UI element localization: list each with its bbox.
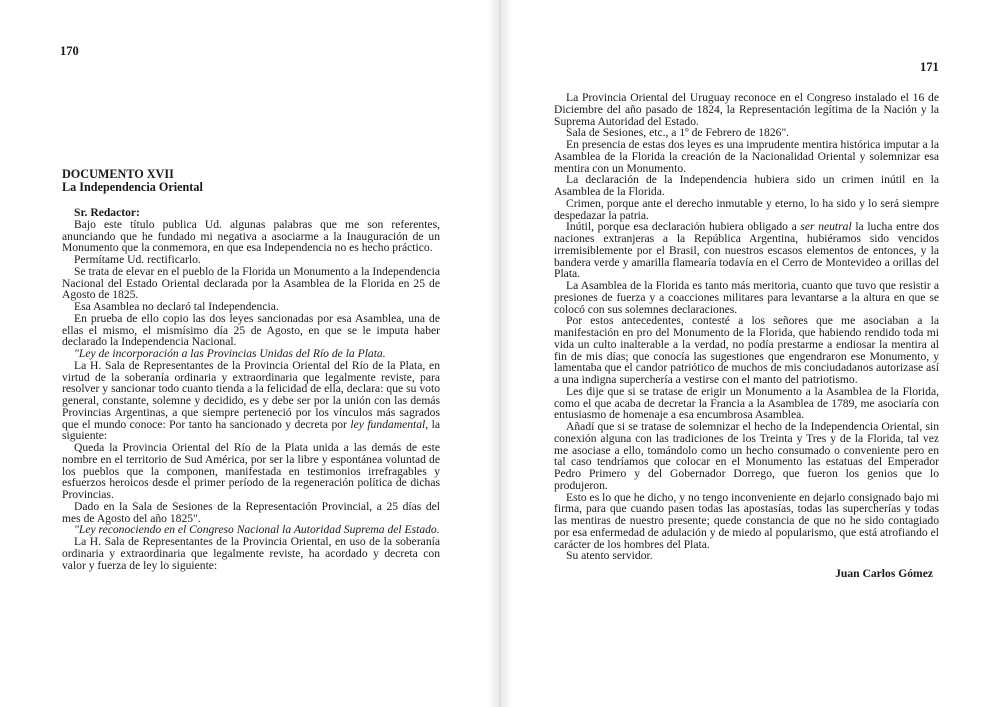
- paragraph: Inútil, porque esa declaración hubiera obligado a ser neutral la lucha entre dos naciones extranjeras a la República Argentina, hubiéramos sido vencidos irremisiblemente por el Brasil, con nuestros escasos elementos de entonces, y la bandera verde y amarilla flamearía todavía en el Cerro de Montevideo a orillas del Plata.: [554, 220, 939, 281]
- page-number-left: 170: [60, 44, 79, 58]
- paragraph: Añadí que si se tratase de solemnizar el hecho de la Independencia Oriental, sin conexión alguna con las tradiciones de los Treinta y Tres y de la Florida, tal vez me asociase a ello, tomándolo como un hecho consumado o conveniente pero en tal caso tendríamos que colocar en el Monumento las estatuas del Emperador Pedro Primero y del Gobernador Dorrego, que fueron los genios que lo produjeron.: [554, 420, 939, 492]
- paragraph: Permítame Ud. rectificarlo.: [74, 253, 201, 266]
- left-page: [0, 0, 490, 707]
- paragraph: Por estos antecedentes, contesté a los señores que me asociaban a la manifestación en pro del Monumento de la Florida, que habiendo rendido toda mi vida un culto inalterable a la verdad, no podía prestarme a endiosar la mentira al fin de mis días; que conocía las sugestiones que engendraron ese Monumento, y lamentaba que el candor patriótico de muchos de mis conciudadanos autorizase así a una indigna superchería a vestirse con el manto del patriotismo.: [554, 314, 939, 386]
- paragraph: Esa Asamblea no declaró tal Independencia.: [74, 300, 279, 313]
- paragraph: Dado en la Sala de Sesiones de la Representación Provincial, a 25 días del mes de Agosto del año 1825".: [62, 499, 440, 525]
- paragraph: Se trata de elevar en el pueblo de la Florida un Monumento a la Independencia Nacional del Estado Oriental declarada por la Asamblea de la Florida en 25 de Agosto de 1825.: [62, 264, 440, 302]
- law-title: "Ley de incorporación a las Provincias Unidas del Río de la Plata.: [74, 347, 386, 360]
- paragraph: Crimen, porque ante el derecho inmutable y eterno, lo ha sido y lo será siempre despedazar la patria.: [554, 196, 939, 222]
- paragraph: Les dije que si se tratase de erigir un Monumento a la Asamblea de la Florida, como el que acaba de decretar la Francia a la Asamblea de 1789, me asociaría con entusiasmo de homenaje a esa encumbrosa Asamblea.: [554, 384, 939, 422]
- book-gutter: [488, 0, 512, 707]
- signature: Juan Carlos Gómez: [835, 567, 933, 580]
- right-page-body: [554, 92, 939, 580]
- document-subheading: La Independencia Oriental: [62, 180, 203, 194]
- law-title: "Ley reconociendo en el Congreso Nacional la Autoridad Suprema del Estado.: [74, 523, 440, 537]
- paragraph: Queda la Provincia Oriental del Río de la Plata unida a las demás de este nombre en el territorio de Sud América, por ser la libre y espontánea voluntad de los pueblos que la componen, manifestada en testimonios irrefragables y esfuerzos heroicos desde el primer período de la regeneración política de dichas Provincias.: [62, 441, 440, 501]
- left-page-body: [62, 168, 440, 571]
- right-page: [510, 0, 1000, 707]
- paragraph: La H. Sala de Representantes de la Provincia Oriental del Río de la Plata, en virtud de la soberanía ordinaria y extraordinaria que legalmente reviste, para resolver y sancionar todo cuanto tienda a la felicidad de ella, declara: que su voto general, constante, solemne y decidido, es y debe ser por la unión con las demás Provincias Argentinas, a que siempre perteneció por los vínculos más sagrados que el mundo conoce: Por tanto ha sancionado y decreta por ley fundamental, la siguiente:: [62, 358, 440, 443]
- paragraph: Bajo este título publica Ud. algunas palabras que me son referentes, anunciando que he fundado mi negativa a asociarme a la Inauguración de un Monumento que la conmemora, en que esa Independencia no es hecho práctico.: [62, 217, 440, 255]
- paragraph: Esto es lo que he dicho, y no tengo inconveniente en dejarlo consignado bajo mi firma, para que cuando pasen todas las apostasías, todas las supercherías y todas las mentiras de nuestro presente; quede constancia de que no he sido contagiado por esa enfermedad de adulación y de miedo al popularismo, que está atrofiando el carácter de los hombres del Plata.: [554, 490, 939, 551]
- paragraph: La Asamblea de la Florida es tanto más meritoria, cuanto que tuvo que resistir a presiones de fuerza y a coacciones militares para levantarse a la altura en que se colocó con sus solemnes declaraciones.: [554, 279, 939, 316]
- document-heading: DOCUMENTO XVII: [62, 167, 174, 181]
- paragraph: En presencia de estas dos leyes es una imprudente mentira histórica imputar a la Asamblea de la Florida la creación de la Nacionalidad Oriental y solemnizar esa mentira con un Monumento.: [554, 138, 939, 175]
- paragraph: La Provincia Oriental del Uruguay reconoce en el Congreso instalado el 16 de Diciembre del año pasado de 1824, la Representación legítima de la Nación y la Suprema Autoridad del Estado.: [554, 91, 939, 128]
- paragraph: La declaración de la Independencia hubiera sido un crimen inútil en la Asamblea de la Florida.: [554, 173, 939, 198]
- page-number-right: 171: [920, 60, 939, 74]
- paragraph: La H. Sala de Representantes de la Provincia Oriental, en uso de la soberanía ordinaria y extraordinaria que legalmente reviste, ha acordado y decreta con valor y fuerza de ley lo siguiente:: [62, 535, 440, 572]
- paragraph: Sala de Sesiones, etc., a 1º de Febrero de 1826".: [566, 126, 790, 140]
- paragraph: En prueba de ello copio las dos leyes sancionadas por esa Asamblea, una de ellas el mismo, el mismísimo día 25 de Agosto, en que se le imputa haber declarado la Independencia Nacional.: [62, 311, 440, 349]
- closing: Su atento servidor.: [566, 549, 653, 563]
- salutation: Sr. Redactor:: [74, 206, 140, 219]
